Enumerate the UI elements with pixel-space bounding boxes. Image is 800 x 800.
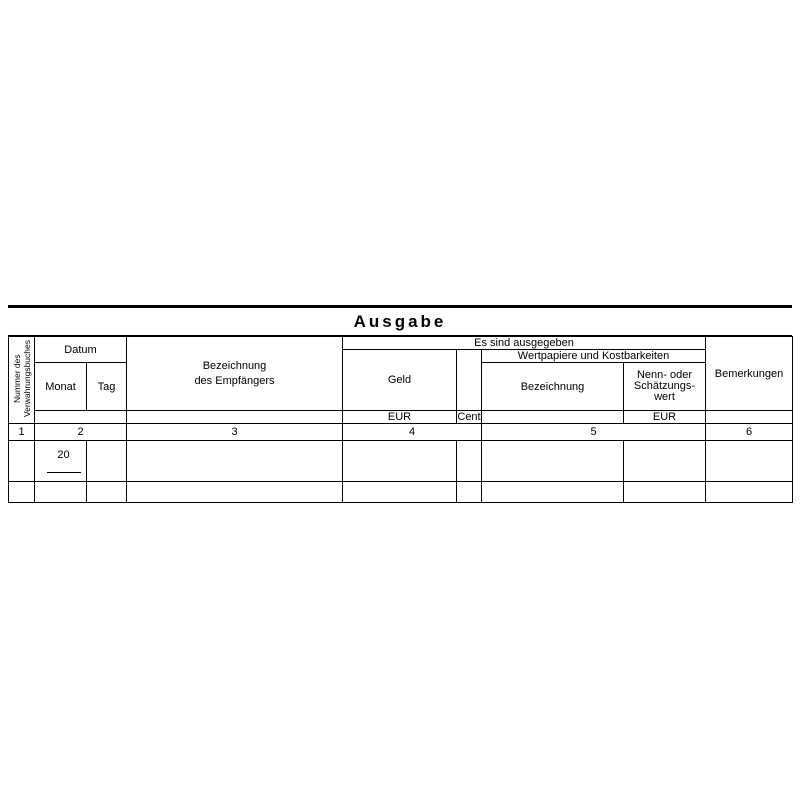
col-header-bezeichnung-line1: Bezeichnung (202, 359, 267, 372)
cell-wp-wert[interactable] (624, 482, 706, 503)
cell-geld-cent[interactable] (457, 441, 482, 482)
nennwert-line1: Nenn- oder (636, 369, 693, 381)
cell-nummer[interactable] (9, 482, 35, 503)
colnum-nummer: 1 (9, 424, 35, 441)
cell-nummer[interactable] (9, 441, 35, 482)
col-header-geld: Geld (343, 350, 457, 411)
cell-bezeichnung-empfaenger[interactable] (127, 441, 343, 482)
colnum-bezeichnung: 3 (127, 424, 343, 441)
nennwert-line2: Schätzungs- (633, 380, 696, 392)
unit-bemerkungen-empty (706, 411, 793, 424)
page-title: Ausgabe (353, 311, 447, 331)
nennwert-line3: wert (654, 391, 675, 403)
cell-bemerkungen[interactable] (706, 441, 793, 482)
col-header-wertpapiere: Wertpapiere und Kostbarkeiten (482, 350, 706, 363)
header-row-groups (9, 337, 793, 350)
cell-monat[interactable] (35, 441, 87, 482)
cell-bezeichnung-empfaenger[interactable] (127, 482, 343, 503)
colnum-wertpapiere: 5 (482, 424, 706, 441)
unit-geld-cent: Cent (457, 411, 481, 423)
col-header-wp-nennwert (624, 363, 706, 411)
unit-bezeichnung-empty (127, 411, 343, 424)
cell-geld-eur[interactable] (343, 441, 457, 482)
year-prefix: 20 (35, 449, 86, 473)
cell-wp-bezeichnung[interactable] (482, 482, 624, 503)
col-header-nummer-label: Nummer des Verwahrungsbuches (11, 339, 32, 418)
cell-bemerkungen[interactable] (706, 482, 793, 503)
cell-tag[interactable] (87, 441, 127, 482)
col-header-datum: Datum (35, 337, 127, 363)
unit-datum-empty (35, 411, 127, 424)
col-header-bemerkungen: Bemerkungen (706, 337, 793, 411)
cell-wp-wert[interactable] (624, 441, 706, 482)
cell-wp-bezeichnung[interactable] (482, 441, 624, 482)
colnum-datum: 2 (35, 424, 127, 441)
year-blank[interactable] (47, 461, 81, 473)
col-header-monat: Monat (35, 363, 87, 411)
col-header-tag: Tag (87, 363, 127, 411)
unit-wp-bezeichnung-empty (482, 411, 624, 424)
table-row[interactable] (9, 482, 793, 503)
colnum-bemerkungen: 6 (706, 424, 793, 441)
cell-monat[interactable] (35, 482, 87, 503)
header-row-numbers (9, 424, 793, 441)
cell-tag[interactable] (87, 482, 127, 503)
col-header-wp-bezeichnung: Bezeichnung (482, 363, 624, 411)
unit-geld-eur: EUR (343, 411, 457, 424)
col-header-nummer (9, 337, 35, 424)
unit-wp-eur: EUR (624, 411, 706, 424)
table-row[interactable] (9, 441, 793, 482)
colnum-geld: 4 (343, 424, 482, 441)
header-row-units (9, 411, 793, 424)
col-header-es-sind-ausgegeben: Es sind ausgegeben (343, 337, 706, 350)
col-header-geld-spacer (457, 350, 482, 411)
col-header-bezeichnung-line2: des Empfängers (194, 374, 275, 387)
ledger-form (8, 305, 792, 503)
ledger-table (8, 336, 793, 503)
form-title-band (8, 305, 792, 336)
cell-geld-eur[interactable] (343, 482, 457, 503)
cell-geld-cent[interactable] (457, 482, 482, 503)
col-header-bezeichnung-empfaenger (127, 337, 343, 411)
